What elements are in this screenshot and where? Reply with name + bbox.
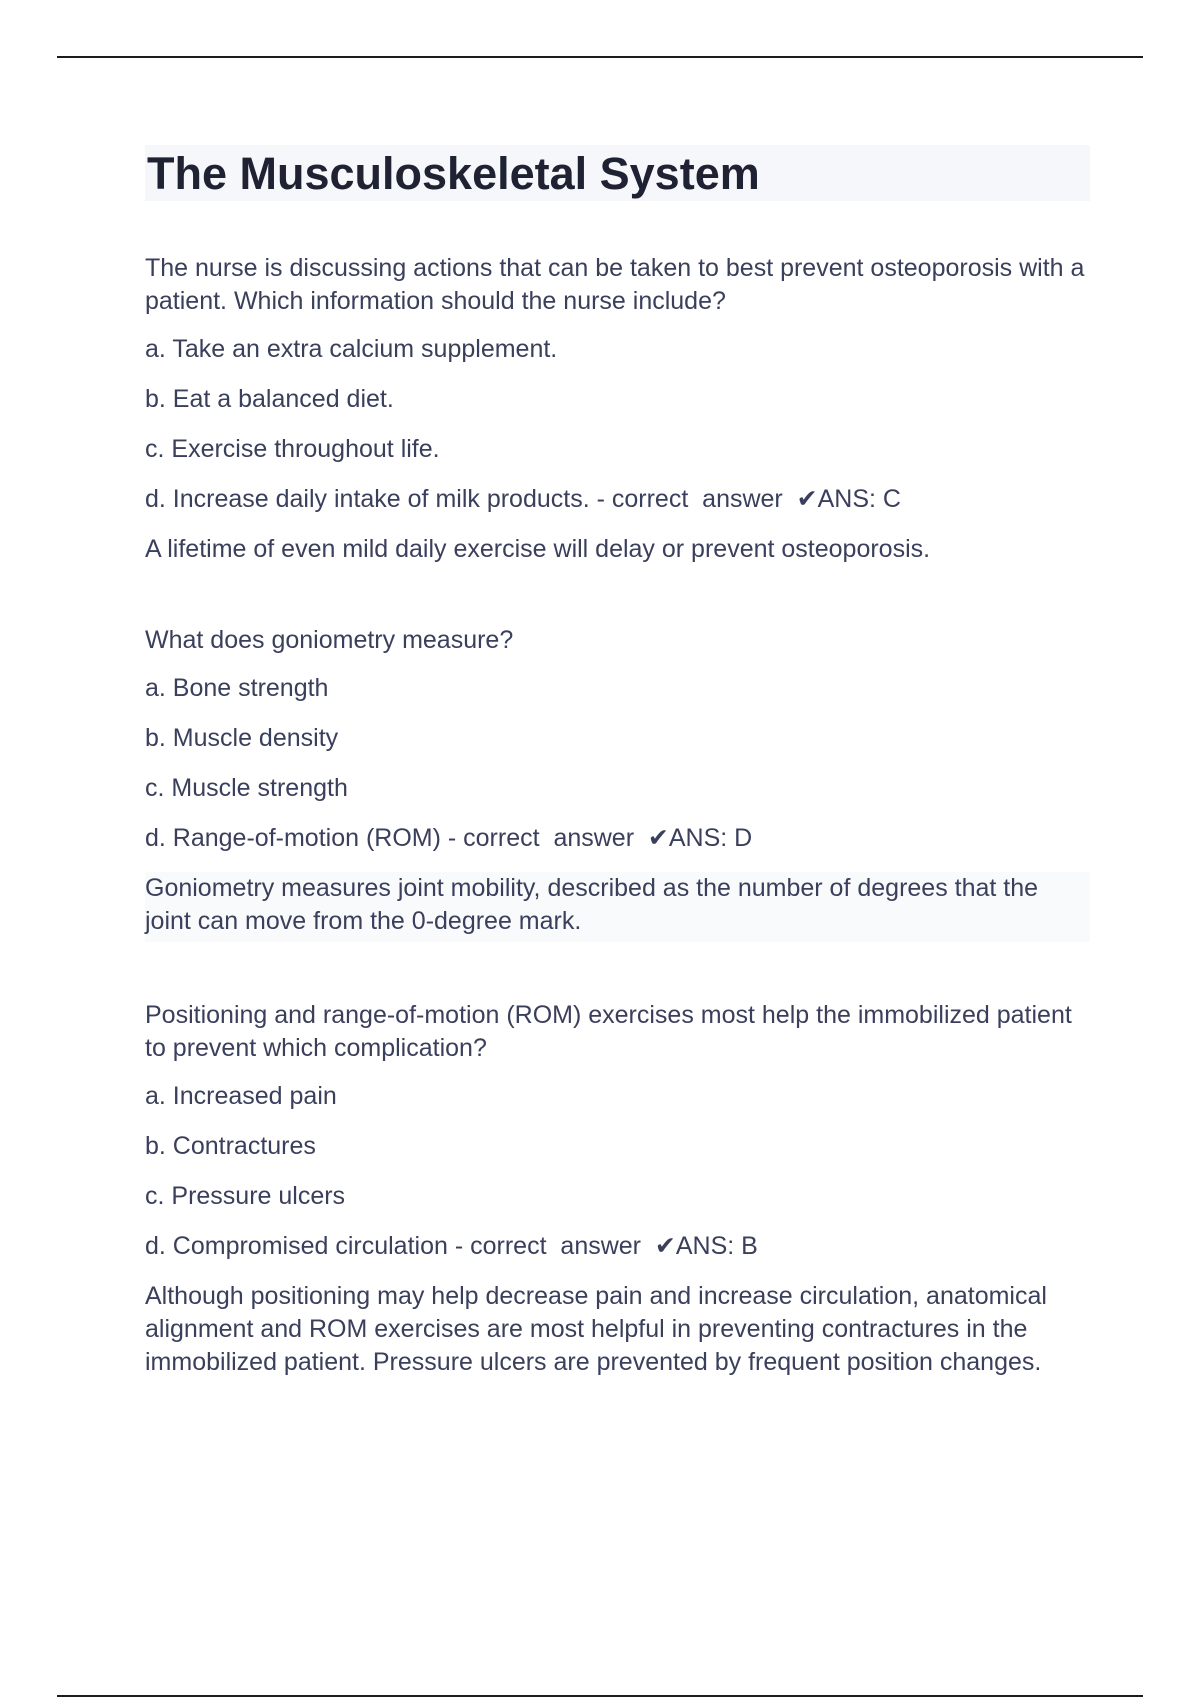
question-text: What does goniometry measure?	[145, 626, 514, 654]
explanation: Goniometry measures joint mobility, described as the number of degrees that the joint can move from the 0-degree mark.	[145, 872, 1090, 942]
page-title: The Musculoskeletal System	[145, 145, 1090, 201]
explanation: A lifetime of even mild daily exercise will delay or prevent osteoporosis.	[145, 535, 931, 563]
option-b: b. Eat a balanced diet.	[145, 385, 394, 413]
option-d-with-answer	[145, 822, 1090, 855]
explanation: Although positioning may help decrease pain and increase circulation, anatomical alignment and ROM exercises are most helpful in preventing contractures in the immobilized patient. Pressure ulcers are prevented by frequent position changes.	[145, 1282, 1047, 1376]
correct-answer-label: - correct answer ✔ANS: B	[447, 1232, 758, 1260]
option-c: c. Muscle strength	[145, 774, 348, 802]
option-a: a. Take an extra calcium supplement.	[145, 335, 558, 363]
top-rule	[57, 56, 1143, 58]
option-d: d. Range-of-motion (ROM)	[145, 824, 441, 852]
option-d-with-answer	[145, 483, 1090, 516]
option-b: b. Muscle density	[145, 724, 339, 752]
bottom-rule	[57, 1695, 1143, 1697]
question-block-3	[145, 999, 1090, 1379]
question-block-2	[145, 624, 1090, 942]
option-d: d. Increase daily intake of milk products.	[145, 485, 590, 513]
option-c: c. Exercise throughout life.	[145, 435, 440, 463]
option-a: a. Bone strength	[145, 674, 329, 702]
document-content	[145, 145, 1090, 1379]
question-text: The nurse is discussing actions that can be taken to best prevent osteoporosis with a patient. Which information should the nurse include?	[145, 254, 1085, 315]
option-b: b. Contractures	[145, 1132, 316, 1160]
option-a: a. Increased pain	[145, 1082, 337, 1110]
option-c: c. Pressure ulcers	[145, 1182, 346, 1210]
correct-answer-label: - correct answer ✔ANS: C	[589, 485, 901, 513]
correct-answer-label: - correct answer ✔ANS: D	[440, 824, 753, 852]
question-text: Positioning and range-of-motion (ROM) exercises most help the immobilized patient to prevent which complication?	[145, 1001, 1072, 1062]
option-d-with-answer	[145, 1230, 1090, 1263]
question-block-1	[145, 252, 1090, 566]
option-d: d. Compromised circulation	[145, 1232, 448, 1260]
